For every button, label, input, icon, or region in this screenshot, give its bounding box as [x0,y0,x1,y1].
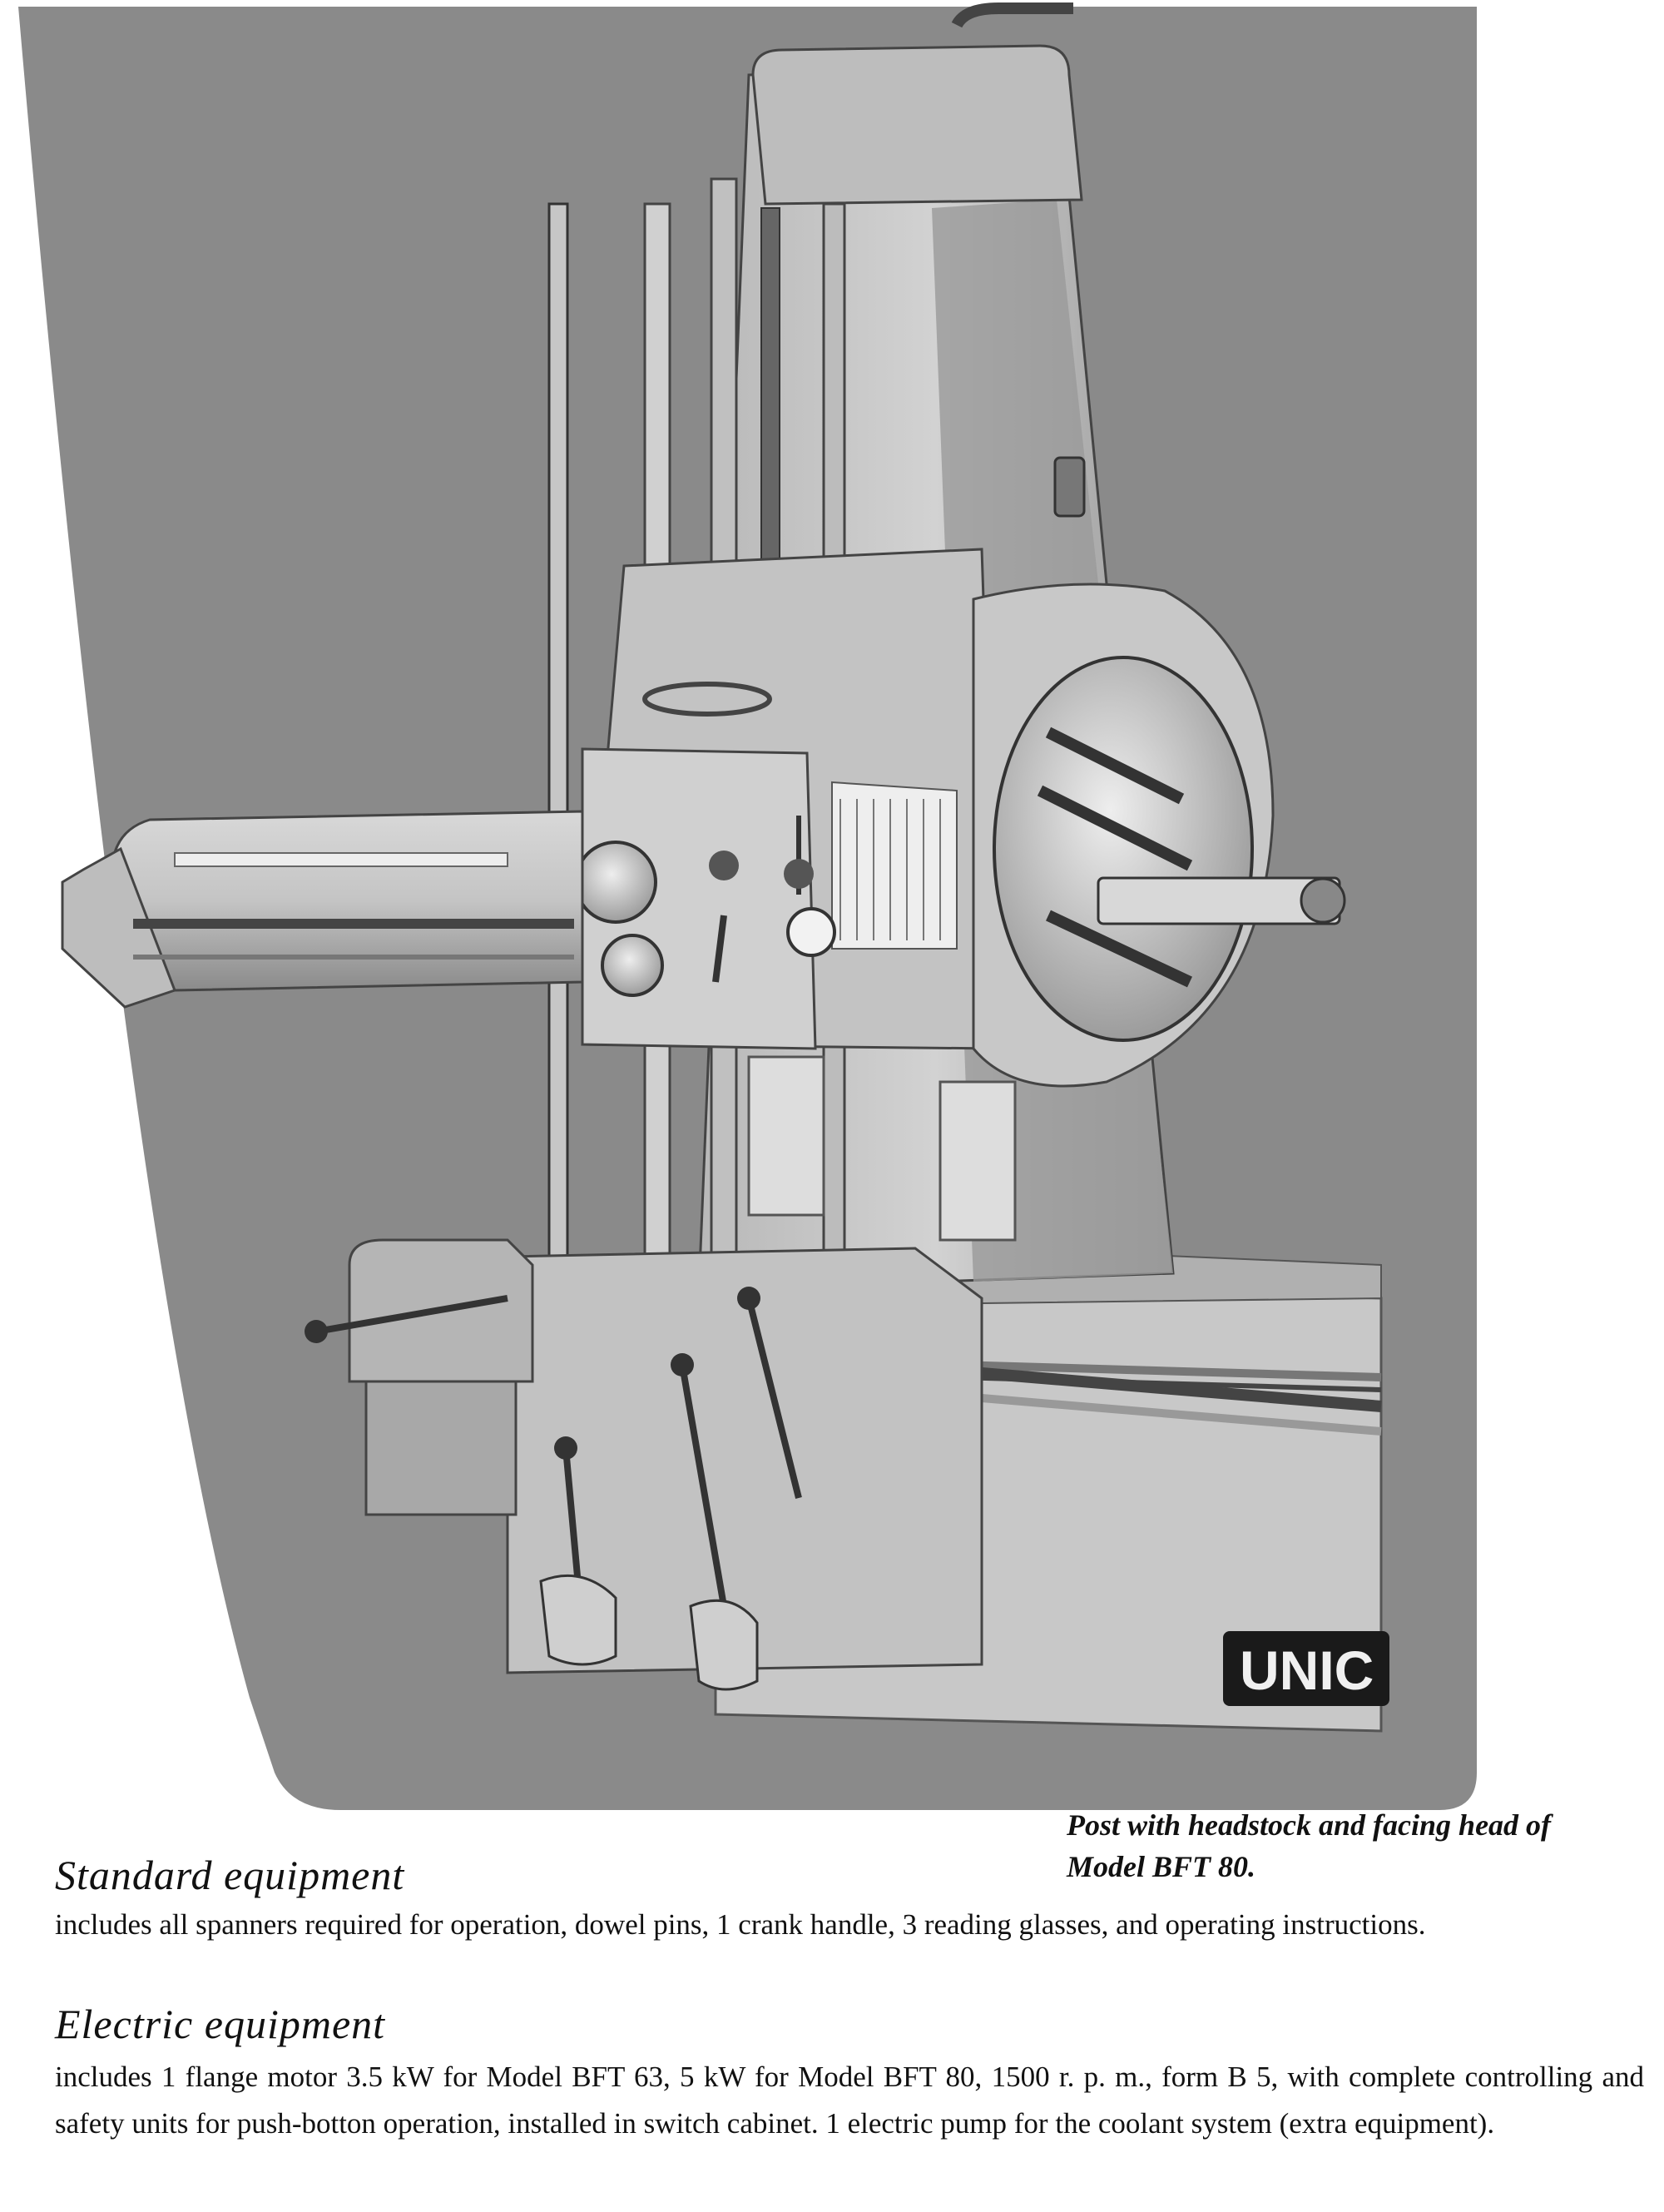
feed-dial-scale [832,782,957,949]
standard-equipment-text: includes all spanners required for operation, dowel pins, 1 crank handle, 3 reading glasses, and operating instructions. [55,1908,1426,1941]
unic-nameplate-text: UNIC [1240,1639,1374,1701]
facing-head-disc [994,657,1252,1040]
photo-caption-line2: Model BFT 80. [1067,1850,1256,1883]
dial-knob-large [576,842,656,922]
photo-caption-line1: Post with headstock and facing head of [1067,1808,1552,1842]
standard-equipment-heading: Standard equipment [55,1852,405,1898]
gauge-dial [788,909,834,955]
control-handle-left [541,1575,616,1664]
control-handle-right [691,1600,757,1689]
electric-equipment-heading: Electric equipment [55,2001,386,2047]
boring-spindle-arm [112,811,582,991]
column-logo-plate [1055,458,1084,516]
electric-equipment-text: includes 1 flange motor 3.5 kW for Model BFT 63, 5 kW for Model BFT 80, 1500 r. p. m., form B 5, with complete controlling and safety units for push-botton operation, installed in switch cabinet. 1 electric pump for the coolant system (extra equipment). [55,2061,1644,2140]
top-housing [753,46,1082,204]
photo-caption [1067,1804,1649,1887]
